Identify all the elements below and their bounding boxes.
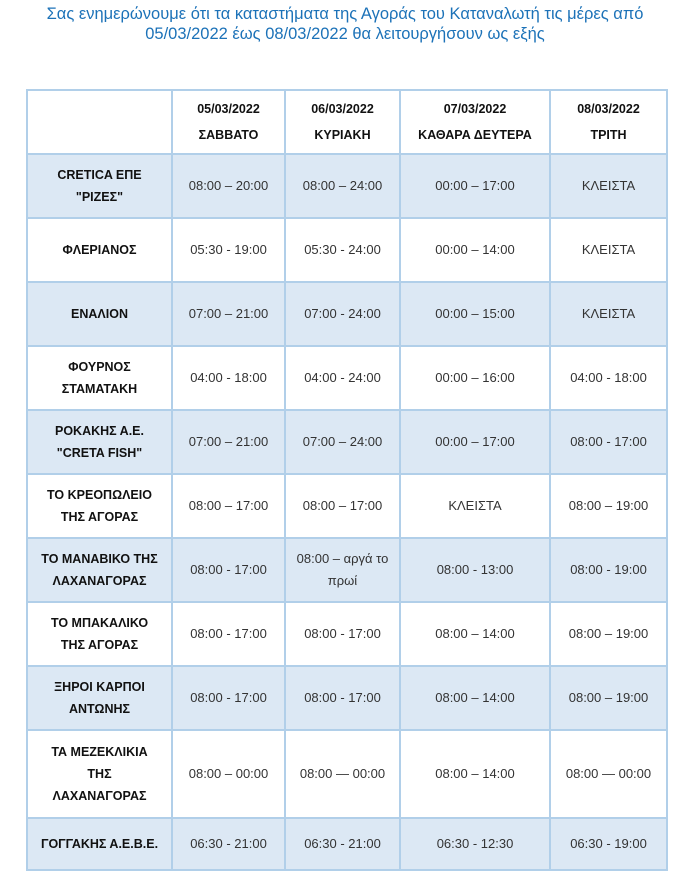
- header-day-cell: [550, 90, 667, 154]
- header-day-name: ΚΥΡΙΑΚΗ: [314, 128, 371, 142]
- hours-cell: 08:00 — 00:00: [550, 730, 667, 818]
- hours-cell: 08:00 – 17:00: [285, 474, 400, 538]
- hours-cell: 08:00 – 14:00: [400, 666, 550, 730]
- store-name-line: ΤΟ ΚΡΕΟΠΩΛΕΙΟ: [47, 488, 152, 502]
- header-date: 06/03/2022: [311, 102, 374, 116]
- store-row: [27, 410, 667, 474]
- hours-cell: 08:00 - 17:00: [285, 602, 400, 666]
- hours-cell: 05:30 - 19:00: [172, 218, 285, 282]
- hours-cell: 07:00 – 21:00: [172, 282, 285, 346]
- hours-cell: 08:00 – 20:00: [172, 154, 285, 218]
- schedule-table: [26, 89, 668, 871]
- hours-cell: 08:00 - 17:00: [285, 666, 400, 730]
- store-name-cell: [27, 474, 172, 538]
- hours-cell: 08:00 – 14:00: [400, 730, 550, 818]
- hours-cell: ΚΛΕΙΣΤΑ: [550, 218, 667, 282]
- store-row: [27, 602, 667, 666]
- store-name-cell: [27, 154, 172, 218]
- store-row: [27, 346, 667, 410]
- hours-cell: 08:00 - 13:00: [400, 538, 550, 602]
- store-name-line: ΡΟΚΑΚΗΣ Α.Ε.: [55, 424, 144, 438]
- hours-cell: 04:00 - 24:00: [285, 346, 400, 410]
- intro-line-2: 05/03/2022 έως 08/03/2022 θα λειτουργήσουν ως εξής: [145, 25, 545, 43]
- intro-line-1: Σας ενημερώνουμε ότι τα καταστήματα της Αγοράς του Καταναλωτή τις μέρες από: [46, 5, 644, 23]
- store-row: [27, 538, 667, 602]
- hours-cell: 06:30 - 12:30: [400, 818, 550, 870]
- store-name-cell: [27, 730, 172, 818]
- header-day-cell: [172, 90, 285, 154]
- store-name-line: ΛΑΧΑΝΑΓΟΡΑΣ: [52, 574, 147, 588]
- store-row: [27, 730, 667, 818]
- store-name-line: ΦΟΥΡΝΟΣ: [68, 360, 131, 374]
- store-name-cell: [27, 410, 172, 474]
- store-row: [27, 474, 667, 538]
- hours-cell: 08:00 – 19:00: [550, 666, 667, 730]
- hours-cell: 04:00 - 18:00: [550, 346, 667, 410]
- hours-cell: 08:00 – 14:00: [400, 602, 550, 666]
- hours-cell: 06:30 - 21:00: [172, 818, 285, 870]
- store-name-line: ΛΑΧΑΝΑΓΟΡΑΣ: [52, 789, 147, 803]
- hours-cell: 07:00 – 21:00: [172, 410, 285, 474]
- hours-cell: 00:00 – 14:00: [400, 218, 550, 282]
- store-name-cell: [27, 218, 172, 282]
- store-name-cell: [27, 818, 172, 870]
- schedule-body: [27, 90, 667, 870]
- intro-text: [0, 4, 682, 44]
- header-date: 05/03/2022: [197, 102, 260, 116]
- hours-cell: 08:00 - 19:00: [550, 538, 667, 602]
- store-row: [27, 818, 667, 870]
- hours-cell: 08:00 – 19:00: [550, 602, 667, 666]
- hours-cell: 08:00 – αργά το πρωί: [285, 538, 400, 602]
- store-name-line: ΣΤΑΜΑΤΑΚΗ: [61, 382, 138, 396]
- store-name-line: ΤΗΣ: [87, 767, 112, 781]
- store-name-line: ΕΝΑΛΙΟΝ: [71, 307, 128, 321]
- store-name-line: ΞΗΡΟΙ ΚΑΡΠΟΙ: [54, 680, 145, 694]
- hours-cell: 00:00 – 16:00: [400, 346, 550, 410]
- store-name-line: ΤΗΣ ΑΓΟΡΑΣ: [60, 510, 139, 524]
- store-name-cell: [27, 282, 172, 346]
- hours-cell: 08:00 - 17:00: [172, 538, 285, 602]
- store-name-cell: [27, 666, 172, 730]
- store-name-line: ΓΟΓΓΑΚΗΣ Α.Ε.Β.Ε.: [40, 837, 159, 851]
- hours-cell: 08:00 - 17:00: [172, 602, 285, 666]
- hours-cell: 08:00 – 19:00: [550, 474, 667, 538]
- hours-cell: 00:00 – 17:00: [400, 154, 550, 218]
- hours-cell: 08:00 — 00:00: [285, 730, 400, 818]
- hours-cell: 07:00 – 24:00: [285, 410, 400, 474]
- store-name-cell: [27, 602, 172, 666]
- store-name-line: ΦΛΕΡΙΑΝΟΣ: [62, 243, 137, 257]
- store-row: [27, 666, 667, 730]
- header-date: 07/03/2022: [443, 102, 507, 116]
- header-day-name: ΚΑΘΑΡΑ ΔΕΥΤΕΡΑ: [418, 128, 532, 142]
- store-name-line: ΤΑ ΜΕΖΕΚΛΙΚΙΑ: [51, 745, 148, 759]
- header-blank-cell: [27, 90, 172, 154]
- hours-cell: 08:00 - 17:00: [550, 410, 667, 474]
- header-row: [27, 90, 667, 154]
- hours-cell: 08:00 - 17:00: [172, 666, 285, 730]
- hours-cell: ΚΛΕΙΣΤΑ: [400, 474, 550, 538]
- header-day-cell: [400, 90, 550, 154]
- store-row: [27, 218, 667, 282]
- store-name-line: ΑΝΤΩΝΗΣ: [68, 702, 131, 716]
- store-name-line: ΤΟ ΜΑΝΑΒΙΚΟ ΤΗΣ: [41, 552, 158, 566]
- store-name-line: "CRETA FISH": [56, 446, 143, 460]
- header-day-name: ΣΑΒΒΑΤΟ: [198, 128, 259, 142]
- store-name-cell: [27, 538, 172, 602]
- store-name-line: CRETICA ΕΠΕ: [57, 168, 142, 182]
- hours-cell: 08:00 – 00:00: [172, 730, 285, 818]
- header-day-cell: [285, 90, 400, 154]
- store-name-line: "ΡΙΖΕΣ": [75, 190, 124, 204]
- store-name-line: ΤΗΣ ΑΓΟΡΑΣ: [60, 638, 139, 652]
- store-name-line: ΤΟ ΜΠΑΚΑΛΙΚΟ: [50, 616, 149, 630]
- hours-cell: 06:30 - 19:00: [550, 818, 667, 870]
- hours-cell: 06:30 - 21:00: [285, 818, 400, 870]
- store-row: [27, 282, 667, 346]
- hours-cell: 08:00 – 24:00: [285, 154, 400, 218]
- store-row: [27, 154, 667, 218]
- hours-cell: 08:00 – 17:00: [172, 474, 285, 538]
- hours-cell: 07:00 - 24:00: [285, 282, 400, 346]
- hours-cell: 04:00 - 18:00: [172, 346, 285, 410]
- hours-cell: ΚΛΕΙΣΤΑ: [550, 154, 667, 218]
- hours-cell: 00:00 – 15:00: [400, 282, 550, 346]
- header-day-name: ΤΡΙΤΗ: [590, 128, 627, 142]
- hours-cell: ΚΛΕΙΣΤΑ: [550, 282, 667, 346]
- store-name-cell: [27, 346, 172, 410]
- hours-cell: 00:00 – 17:00: [400, 410, 550, 474]
- header-date: 08/03/2022: [577, 102, 640, 116]
- hours-cell: 05:30 - 24:00: [285, 218, 400, 282]
